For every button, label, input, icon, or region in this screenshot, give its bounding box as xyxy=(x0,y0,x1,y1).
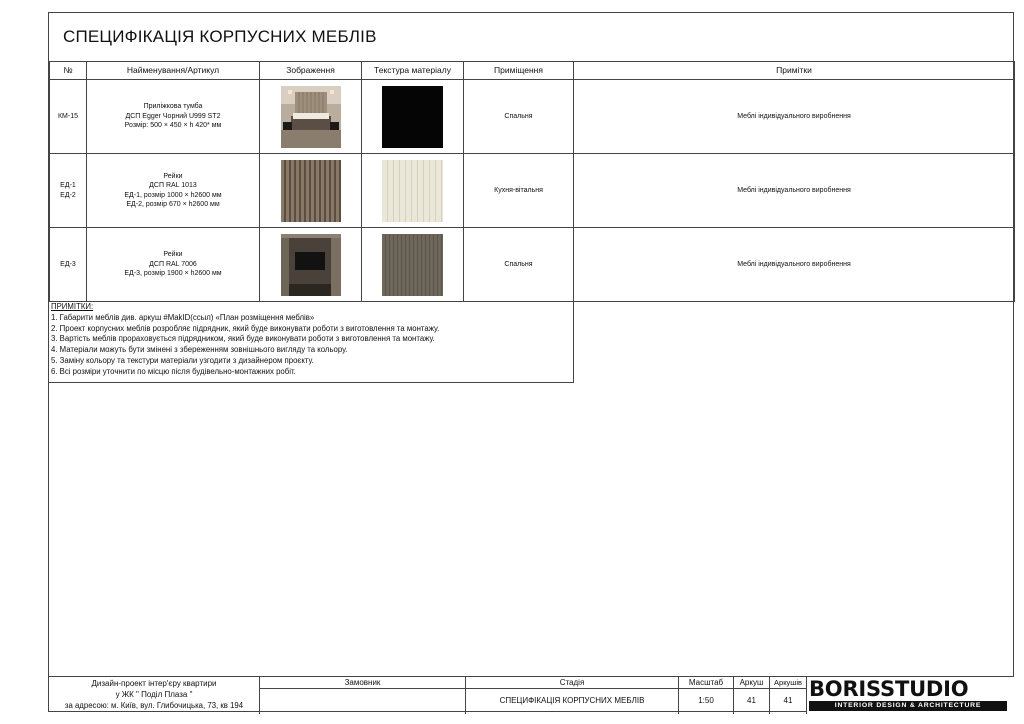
col-header-texture: Текстура матеріалу xyxy=(362,62,464,80)
row-number xyxy=(50,154,87,228)
customer-cell xyxy=(260,677,466,714)
row-name xyxy=(87,154,260,228)
customer-value xyxy=(260,688,465,714)
col-header-room: Приміщення xyxy=(464,62,574,80)
notes-block xyxy=(49,301,574,383)
row-note: Меблі індивідуального виробнення xyxy=(574,228,1015,302)
project-line: Дизайн-проект інтер'єру квартири xyxy=(91,679,217,688)
sheets-value: 41 xyxy=(783,696,793,705)
sheet-label: Аркуш xyxy=(734,677,769,689)
drawing-sheet xyxy=(48,12,1014,712)
scale-label: Масштаб xyxy=(679,677,733,689)
stage-cell xyxy=(466,677,679,714)
furniture-spec-table xyxy=(49,61,1015,302)
note-item: 1. Габарити меблів див. аркуш #MakID(ссыл) «План розміщення меблів» xyxy=(51,312,315,322)
table-row xyxy=(50,154,1015,228)
black-texture-swatch xyxy=(382,86,443,148)
scale-value: 1:50 xyxy=(698,696,714,705)
row-texture xyxy=(362,80,464,154)
row-number xyxy=(50,80,87,154)
row-name xyxy=(87,228,260,302)
row-image xyxy=(260,80,362,154)
project-info xyxy=(49,677,260,714)
studio-logo xyxy=(807,677,1014,714)
tv-wall-photo xyxy=(281,234,341,296)
project-line: у ЖК " Поділ Плаза " xyxy=(115,690,193,699)
sheets-label: Аркушів xyxy=(770,677,806,689)
page-title: СПЕЦИФІКАЦІЯ КОРПУСНИХ МЕБЛІВ xyxy=(63,27,377,46)
wood-slat-panel-photo xyxy=(281,160,341,222)
col-header-number: № xyxy=(50,62,87,80)
row-room: Спальня xyxy=(464,80,574,154)
name-line: ЕД-2, розмір 670 × h2600 мм xyxy=(126,200,220,208)
row-number-label: ЕД-2 xyxy=(60,191,76,199)
row-name xyxy=(87,80,260,154)
row-texture xyxy=(362,154,464,228)
logo-sub-text: INTERIOR DESIGN & ARCHITECTURE xyxy=(809,701,1007,711)
title-block xyxy=(49,676,1014,714)
col-header-name: Найменування/Артикул xyxy=(87,62,260,80)
note-item: 3. Вартість меблів прораховується підрядником, який буде виконувати роботи з виготовлення та монтажу. xyxy=(51,334,435,344)
row-room: Кухня-вітальня xyxy=(464,154,574,228)
note-item: 6. Всі розміри уточнити по місцю після будівельно-монтажних робіт. xyxy=(51,366,296,376)
cream-slat-texture-swatch xyxy=(382,160,443,222)
name-line: Приліжкова тумба xyxy=(143,103,203,111)
scale-cell xyxy=(679,677,734,714)
table-row xyxy=(50,80,1015,154)
col-header-notes: Примітки xyxy=(574,62,1015,80)
sheet-value: 41 xyxy=(747,696,756,705)
notes-heading: ПРИМІТКИ: xyxy=(51,302,94,311)
row-texture xyxy=(362,228,464,302)
name-line: ДСП Egger Чорний U999 ST2 xyxy=(125,112,221,120)
bedroom-nightstand-photo xyxy=(281,86,341,148)
row-image xyxy=(260,228,362,302)
name-line: ДСП RAL 1013 xyxy=(149,182,197,190)
row-image xyxy=(260,154,362,228)
name-line: Рейки xyxy=(163,251,183,259)
row-number-label: ЕД-3 xyxy=(60,260,76,268)
stage-label: Стадія xyxy=(466,677,678,689)
row-number-label: КМ-15 xyxy=(57,112,79,120)
row-number-label: ЕД-1 xyxy=(60,182,76,190)
row-room: Спальня xyxy=(464,228,574,302)
stage-value: СПЕЦИФІКАЦІЯ КОРПУСНИХ МЕБЛІВ xyxy=(499,696,645,705)
note-item: 2. Проект корпусних меблів розробляє підрядник, який буде виконувати роботи з виготовлення та монтажу. xyxy=(51,323,440,333)
gray-slat-texture-swatch xyxy=(382,234,443,296)
name-line: Рейки xyxy=(163,172,183,180)
row-note: Меблі індивідуального виробнення xyxy=(574,80,1015,154)
project-line: за адресою: м. Київ, вул. Глибочицька, 73, кв 194 xyxy=(64,701,244,710)
row-note: Меблі індивідуального виробнення xyxy=(574,154,1015,228)
name-line: ЕД-1, розмір 1000 × h2600 мм xyxy=(124,191,222,199)
note-item: 5. Заміну кольору та текстури матеріали узгодити з дизайнером проєкту. xyxy=(51,355,314,365)
name-line: ДСП RAL 7006 xyxy=(149,260,197,268)
table-header-row xyxy=(50,62,1015,80)
note-item: 4. Матеріали можуть бути змінені з збереженням зовнішнього вигляду та кольору. xyxy=(51,345,348,354)
row-number xyxy=(50,228,87,302)
name-line: Розмір: 500 × 450 × h 420* мм xyxy=(124,122,222,130)
sheet-cell xyxy=(734,677,770,714)
sheets-cell xyxy=(770,677,807,714)
table-row xyxy=(50,228,1015,302)
logo-main-text: BORISSTUDIO xyxy=(809,677,969,701)
col-header-image: Зображення xyxy=(260,62,362,80)
name-line: ЕД-3, розмір 1900 × h2600 мм xyxy=(124,270,222,278)
customer-label: Замовник xyxy=(260,677,465,689)
